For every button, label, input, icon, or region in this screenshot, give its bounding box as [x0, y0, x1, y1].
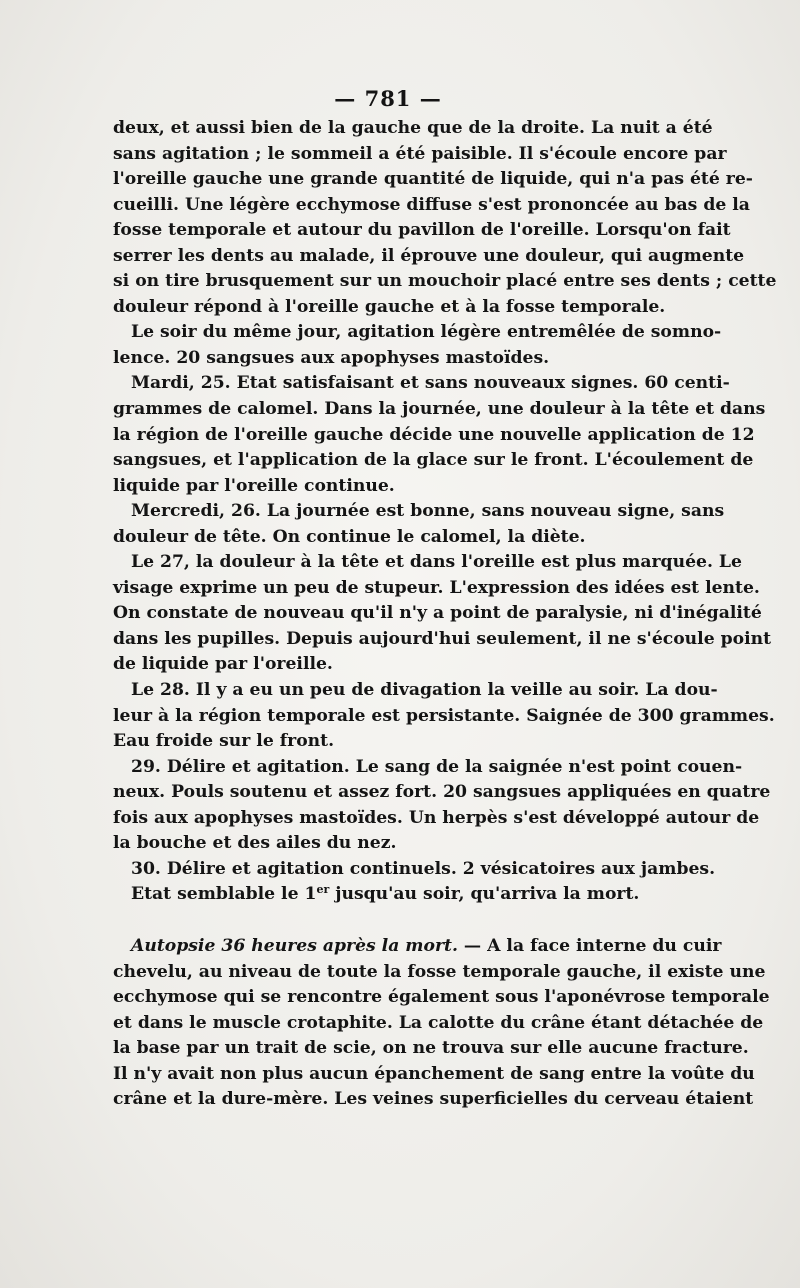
text-line: On constate de nouveau qu'il n'y a point de paralysie, ni d'inégalité	[113, 603, 762, 624]
text-line: fosse temporale et autour du pavillon de l'oreille. Lorsqu'on fait	[113, 220, 731, 241]
text-line	[113, 934, 722, 960]
text-line: neux. Pouls soutenu et assez fort. 20 sangsues appliquées en quatre	[113, 782, 771, 803]
text-line: la région de l'oreille gauche décide une nouvelle application de 12	[113, 424, 755, 445]
text-line: sangsues, et l'application de la glace sur le front. L'écoulement de	[113, 450, 754, 471]
text-line: chevelu, au niveau de toute la fosse temporale gauche, il existe une	[113, 961, 766, 982]
text-line: lence. 20 sangsues aux apophyses mastoïdes.	[113, 347, 550, 368]
text-line-end: jusqu'au soir, qu'arriva la mort.	[329, 884, 640, 905]
text-line: douleur de tête. On continue le calomel, la diète.	[113, 526, 586, 547]
text-line: Il n'y avait non plus aucun épanchement de sang entre la voûte du	[113, 1063, 755, 1084]
text-line: leur à la région temporale est persistante. Saignée de 300 grammes.	[113, 705, 775, 726]
text-line: Le 27, la douleur à la tête et dans l'oreille est plus marquée. Le	[131, 552, 742, 573]
body-text	[113, 116, 777, 1113]
text-line: 30. Délire et agitation continuels. 2 vésicatoires aux jambes.	[131, 858, 716, 879]
section-gap	[113, 908, 668, 934]
text-line: Mercredi, 26. La journée est bonne, sans nouveau signe, sans	[131, 501, 725, 522]
text-line: si on tire brusquement sur un mouchoir placé entre ses dents ; cette	[113, 271, 777, 292]
text-line: serrer les dents au malade, il éprouve une douleur, qui augmente	[113, 245, 745, 266]
text-line: 29. Délire et agitation. Le sang de la saignée n'est point couen-	[131, 756, 743, 777]
text-line: et dans le muscle crotaphite. La calotte du crâne étant détachée de	[113, 1012, 764, 1033]
text-line: l'oreille gauche une grande quantité de liquide, qui n'a pas été re-	[113, 169, 753, 190]
text-line: dans les pupilles. Depuis aujourd'hui seulement, il ne s'écoule point	[113, 628, 772, 649]
text-line: cueilli. Une légère ecchymose diffuse s'est prononcée au bas de la	[113, 194, 750, 215]
text-line: la base par un trait de scie, on ne trouva sur elle aucune fracture.	[113, 1038, 749, 1059]
text-line: Le 28. Il y a eu un peu de divagation la veille au soir. La dou-	[131, 680, 718, 701]
text-line-start: Etat semblable le 1	[131, 884, 317, 905]
text-line: sans agitation ; le sommeil a été paisible. Il s'écoule encore par	[113, 143, 727, 164]
superscript: er	[316, 883, 330, 897]
text-line-end: — A la face interne du cuir	[457, 935, 722, 956]
text-line: douleur répond à l'oreille gauche et à la fosse temporale.	[113, 296, 666, 317]
text-line: liquide par l'oreille continue.	[113, 475, 395, 496]
text-line: fois aux apophyses mastoïdes. Un herpès s'est développé autour de	[113, 807, 760, 828]
text-line: ecchymose qui se rencontre également sous l'aponévrose temporale	[113, 987, 770, 1008]
text-line	[113, 882, 668, 908]
text-line: de liquide par l'oreille.	[113, 654, 333, 675]
autopsy-heading: Autopsie 36 heures après la mort.	[131, 935, 458, 956]
text-line: la bouche et des ailes du nez.	[113, 833, 397, 854]
text-line: Eau froide sur le front.	[113, 731, 335, 752]
text-line: Le soir du même jour, agitation légère entremêlée de somno-	[131, 322, 722, 343]
page-number: — 781 —	[334, 86, 442, 111]
text-line: grammes de calomel. Dans la journée, une douleur à la tête et dans	[113, 399, 766, 420]
text-line: visage exprime un peu de stupeur. L'expression des idées est lente.	[113, 577, 760, 598]
text-line: Mardi, 25. Etat satisfaisant et sans nouveaux signes. 60 centi-	[131, 373, 730, 394]
text-line: crâne et la dure-mère. Les veines superficielles du cerveau étaient	[113, 1089, 754, 1110]
text-line: deux, et aussi bien de la gauche que de la droite. La nuit a été	[113, 118, 713, 138]
